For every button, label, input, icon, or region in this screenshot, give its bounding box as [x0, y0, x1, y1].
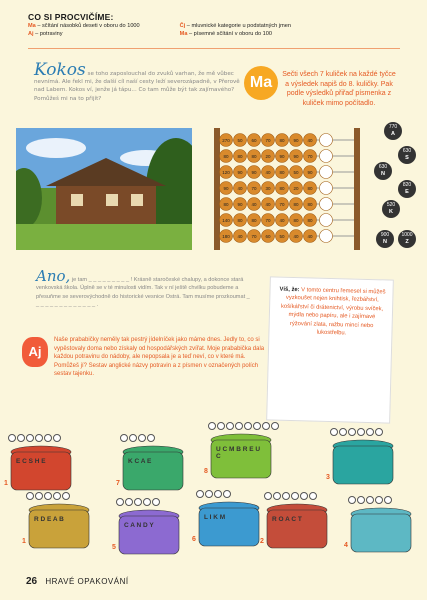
answer-sign-letter: N	[383, 239, 387, 245]
abacus-bead-value: 70	[251, 186, 257, 191]
abacus-answer-bead[interactable]	[320, 230, 333, 243]
answer-circle[interactable]	[235, 422, 243, 430]
abacus-bead-value: 140	[222, 218, 230, 223]
answer-circles[interactable]	[264, 492, 317, 500]
abacus-bead-value: 80	[279, 170, 285, 175]
aj-badge: Aj	[22, 337, 48, 367]
pot	[328, 438, 398, 495]
answer-circle[interactable]	[53, 492, 61, 500]
answer-circle[interactable]	[53, 434, 61, 442]
abacus-bead-value: 40	[307, 138, 313, 143]
answer-circle[interactable]	[134, 498, 142, 506]
answer-sign	[376, 230, 394, 248]
header-item: Aj – potraviny	[28, 31, 63, 37]
answer-circle[interactable]	[244, 422, 252, 430]
footer-title: HRAVÉ OPAKOVÁNÍ	[45, 577, 129, 586]
ma-badge: Ma	[244, 66, 278, 100]
header-item: Ma – sčítání násobků deseti v oboru do 1000	[28, 23, 140, 29]
abacus-bead-value: 90	[223, 186, 229, 191]
pot-icon	[114, 508, 184, 560]
answer-circles[interactable]	[330, 428, 383, 436]
abacus-bead-value: 80	[307, 186, 313, 191]
pot-number: 2	[260, 538, 264, 545]
pot-number: 8	[204, 468, 208, 475]
abacus-answer-bead[interactable]	[320, 150, 333, 163]
answer-sign	[384, 122, 402, 140]
abacus-bead-value: 80	[279, 138, 285, 143]
answer-sign-letter: Z	[405, 239, 409, 245]
pot-icon	[328, 438, 398, 490]
answer-circles[interactable]	[208, 422, 279, 430]
pot-letters: L I K M	[204, 514, 226, 521]
answer-circle[interactable]	[375, 428, 383, 436]
answer-circle[interactable]	[262, 422, 270, 430]
answer-sign-value: 630	[378, 164, 388, 170]
answer-circle[interactable]	[348, 428, 356, 436]
pot-icon	[346, 506, 416, 558]
pot-number: 7	[116, 480, 120, 487]
pot-icon	[194, 500, 264, 552]
answer-circle[interactable]	[217, 422, 225, 430]
answer-circle[interactable]	[271, 422, 279, 430]
abacus-bead-value: 90	[237, 202, 243, 207]
pot	[194, 500, 264, 557]
answer-circle[interactable]	[330, 428, 338, 436]
answer-sign-letter: A	[391, 131, 395, 137]
answer-sign-letter: K	[389, 209, 393, 215]
answer-circles[interactable]	[348, 496, 392, 504]
fact-note	[266, 276, 394, 423]
pot-letters: C A N D Y	[124, 522, 154, 529]
answer-circle[interactable]	[152, 498, 160, 506]
answer-sign	[382, 200, 400, 218]
abacus-bead-value: 70	[265, 138, 271, 143]
answer-circle[interactable]	[339, 428, 347, 436]
abacus-answer-bead[interactable]	[320, 198, 333, 211]
abacus-bead-value: 90	[307, 170, 313, 175]
abacus-bead-value: 50	[279, 234, 285, 239]
answer-sign-value: 770	[388, 124, 398, 130]
answer-sign	[374, 162, 392, 180]
pot-icon	[6, 444, 76, 496]
answer-circle[interactable]	[35, 434, 43, 442]
answer-circles[interactable]	[116, 498, 160, 506]
answer-circle[interactable]	[357, 428, 365, 436]
abacus-bead-value: 40	[307, 234, 313, 239]
answer-circle[interactable]	[357, 496, 365, 504]
answer-circle[interactable]	[309, 492, 317, 500]
abacus-bead-value: 80	[223, 202, 229, 207]
header-divider	[28, 48, 400, 49]
answer-circle[interactable]	[214, 490, 222, 498]
abacus-bead-value: 30	[265, 186, 271, 191]
abacus-bead-value: 40	[293, 234, 299, 239]
answer-circle[interactable]	[35, 492, 43, 500]
pot-letters: U C M B R E U C	[216, 446, 261, 460]
answer-circle[interactable]	[282, 492, 290, 500]
answer-circle[interactable]	[26, 434, 34, 442]
kokos-paragraph	[34, 60, 244, 103]
answer-sign-letter: S	[405, 155, 409, 161]
abacus-bead-value: 80	[237, 154, 243, 159]
pot-number: 1	[22, 538, 26, 545]
answer-circle[interactable]	[147, 434, 155, 442]
abacus-bead-value: 90	[237, 170, 243, 175]
abacus-answer-bead[interactable]	[320, 134, 333, 147]
answer-circle[interactable]	[125, 498, 133, 506]
abacus-bead-value: 60	[251, 138, 257, 143]
answer-circle[interactable]	[138, 434, 146, 442]
answer-circle[interactable]	[143, 498, 151, 506]
abacus-bead-value: 80	[293, 202, 299, 207]
abacus-bead-value: 40	[265, 170, 271, 175]
pot-number: 1	[4, 480, 8, 487]
abacus-bead-value: 40	[237, 186, 243, 191]
answer-circle[interactable]	[366, 496, 374, 504]
pot	[206, 432, 276, 489]
kokos-text: se toho zaposlouchal do zvuků varhan, že mě vůbec nevnímá. Ale řekl mi, že další cíl naší cesty leží severozápadně, v Přerově nad Labem. Kokos ví, jenže já tápu... Co tam může být tak zajímavého? Pomůžeš mi na to přijít?	[34, 71, 240, 102]
answer-circle[interactable]	[226, 422, 234, 430]
abacus-bead-value: 80	[251, 154, 257, 159]
ano-paragraph	[36, 267, 252, 309]
answer-circle[interactable]	[384, 496, 392, 504]
page-number: 26	[26, 576, 38, 587]
abacus-bead-value: 80	[307, 218, 313, 223]
pot-letters: R D E A B	[34, 516, 64, 523]
abacus-bead-value: 80	[307, 202, 313, 207]
footer	[26, 576, 406, 590]
abacus-answer-bead[interactable]	[320, 182, 333, 195]
answer-circle[interactable]	[26, 492, 34, 500]
abacus-bead-value: 40	[251, 202, 257, 207]
village-photo	[16, 128, 192, 250]
pot-letters: R O A C T	[272, 516, 302, 523]
fact-note-title: Víš, že:	[279, 286, 300, 294]
abacus-bead-value: 90	[279, 154, 285, 159]
pot-letters: E C S H E	[16, 458, 46, 465]
answer-sign-value: 820	[402, 182, 412, 188]
answer-sign	[398, 230, 416, 248]
pot-number: 3	[326, 474, 330, 481]
answer-sign	[398, 180, 416, 198]
pot	[346, 506, 416, 563]
abacus-bead-value: 80	[251, 218, 257, 223]
abacus-bead-value: 40	[279, 218, 285, 223]
answer-circles[interactable]	[8, 434, 61, 442]
abacus-answer-bead[interactable]	[320, 166, 333, 179]
answer-sign-value: 900	[380, 232, 390, 238]
abacus-bead-value: 120	[222, 170, 230, 175]
ma-instructions: Sečti všech 7 kuliček na každé tyčce a výsledek napiš do 8. kuličky. Pak podle výsledků přiřaď písmenka z kuliček mimo počítadlo.	[282, 71, 396, 107]
answer-circle[interactable]	[366, 428, 374, 436]
abacus-bead-value: 70	[265, 218, 271, 223]
answer-circle[interactable]	[116, 498, 124, 506]
answer-circle[interactable]	[223, 490, 231, 498]
abacus-bead-value: 70	[251, 234, 257, 239]
answer-circles[interactable]	[120, 434, 155, 442]
pot-number: 6	[192, 536, 196, 543]
pot-icon	[24, 502, 94, 554]
answer-sign-value: 630	[402, 148, 412, 154]
answer-circle[interactable]	[348, 496, 356, 504]
answer-circle[interactable]	[44, 434, 52, 442]
answer-circle[interactable]	[273, 492, 281, 500]
abacus-bead-value: 90	[293, 138, 299, 143]
answer-circle[interactable]	[375, 496, 383, 504]
answer-circle[interactable]	[120, 434, 128, 442]
pot-number: 5	[112, 544, 116, 551]
abacus-bead-value: 70	[279, 202, 285, 207]
answer-circle[interactable]	[129, 434, 137, 442]
header	[28, 12, 408, 48]
pot-number: 4	[344, 542, 348, 549]
abacus-bead-value: 80	[237, 218, 243, 223]
answer-circle[interactable]	[264, 492, 272, 500]
answer-circle[interactable]	[205, 490, 213, 498]
answer-circle[interactable]	[8, 434, 16, 442]
answer-circle[interactable]	[196, 490, 204, 498]
answer-circle[interactable]	[44, 492, 52, 500]
fact-note-body: V tomto centru řemesel si můžeš vyzkoušet nejen knihtisk, řezbářství, košíkářství či drátenictví, výrobu svíček, mýdla nebo papíru, ale i zajímavé rýžování zlata, ražbu mincí nebo lukostřelbu.	[280, 287, 386, 337]
pot	[118, 444, 188, 501]
answer-circle[interactable]	[17, 434, 25, 442]
abacus-bead-value: 80	[293, 218, 299, 223]
answer-circle[interactable]	[62, 492, 70, 500]
answer-circle[interactable]	[208, 422, 216, 430]
fact-note-text	[277, 286, 386, 339]
header-title: CO SI PROCVIČÍME:	[28, 12, 114, 22]
answer-circle[interactable]	[291, 492, 299, 500]
answer-circles[interactable]	[26, 492, 70, 500]
abacus-bead-value: 90	[293, 154, 299, 159]
header-item: Čj – mluvnické kategorie u podstatných jmen	[179, 23, 291, 29]
abacus-bead-value: 80	[223, 154, 229, 159]
abacus-bead-value: 20	[265, 154, 271, 159]
abacus-bead-value: 180	[222, 234, 230, 239]
pot-icon	[118, 444, 188, 496]
abacus-bead-value: 50	[237, 138, 243, 143]
abacus-bead-value: 40	[265, 202, 271, 207]
pot	[24, 502, 94, 559]
abacus-bead-value: 50	[293, 170, 299, 175]
answer-sign	[398, 146, 416, 164]
answer-sign-letter: E	[405, 189, 409, 195]
answer-sign-value: 1000	[401, 232, 413, 238]
answer-circles[interactable]	[196, 490, 231, 498]
pot	[262, 502, 332, 559]
abacus-bead-value: 40	[237, 234, 243, 239]
answer-circle[interactable]	[300, 492, 308, 500]
ano-text: je tam _ _ _ _ _ _ _ _ _ ! Krásně staročeské chalupy, a dokonce stará venkovská škola. Úplně se v té minulosti vidím. Tak v ní ještě chvilku pobudeme a přesuňme se severovýchodně do historické vesnice Ostrá. Tam musíme prozkoumat _ _ _ _ _ _ _ _ _ _ _ _ _ _ .	[36, 277, 250, 308]
abacus-answer-bead[interactable]	[320, 214, 333, 227]
answer-sign-letter: N	[381, 171, 385, 177]
abacus-bead-value: 70	[307, 154, 313, 159]
ano-name: Ano,	[36, 267, 71, 285]
header-item: Ma – písemné sčítání v oboru do 100	[179, 31, 273, 37]
pot-icon	[262, 502, 332, 554]
answer-sign-value: 520	[386, 202, 396, 208]
abacus-bead-value: 270	[222, 138, 230, 143]
abacus-bead-value: 80	[279, 186, 285, 191]
pot	[114, 508, 184, 565]
aj-instructions: Naše prababičky neměly tak pestrý jídelníček jako máme dnes. Jedly to, co si vypěstovaly doma nebo získaly od hospodářských zvířat. Moje prababička dala každou potravinu do nádoby, ale nepopsala je a teď neví, co v které má. Pomůžeš jí? Sestav anglické názvy potravin a z písmen v označených polích sestav tajenku.	[54, 337, 265, 378]
kokos-name: Kokos	[34, 60, 86, 80]
abacus-bead-value: 20	[293, 186, 299, 191]
abacus-bead-value: 90	[251, 170, 257, 175]
pot-letters: K C A E	[128, 458, 152, 465]
answer-circle[interactable]	[253, 422, 261, 430]
abacus-bead-value: 60	[265, 234, 271, 239]
abacus	[212, 128, 362, 250]
